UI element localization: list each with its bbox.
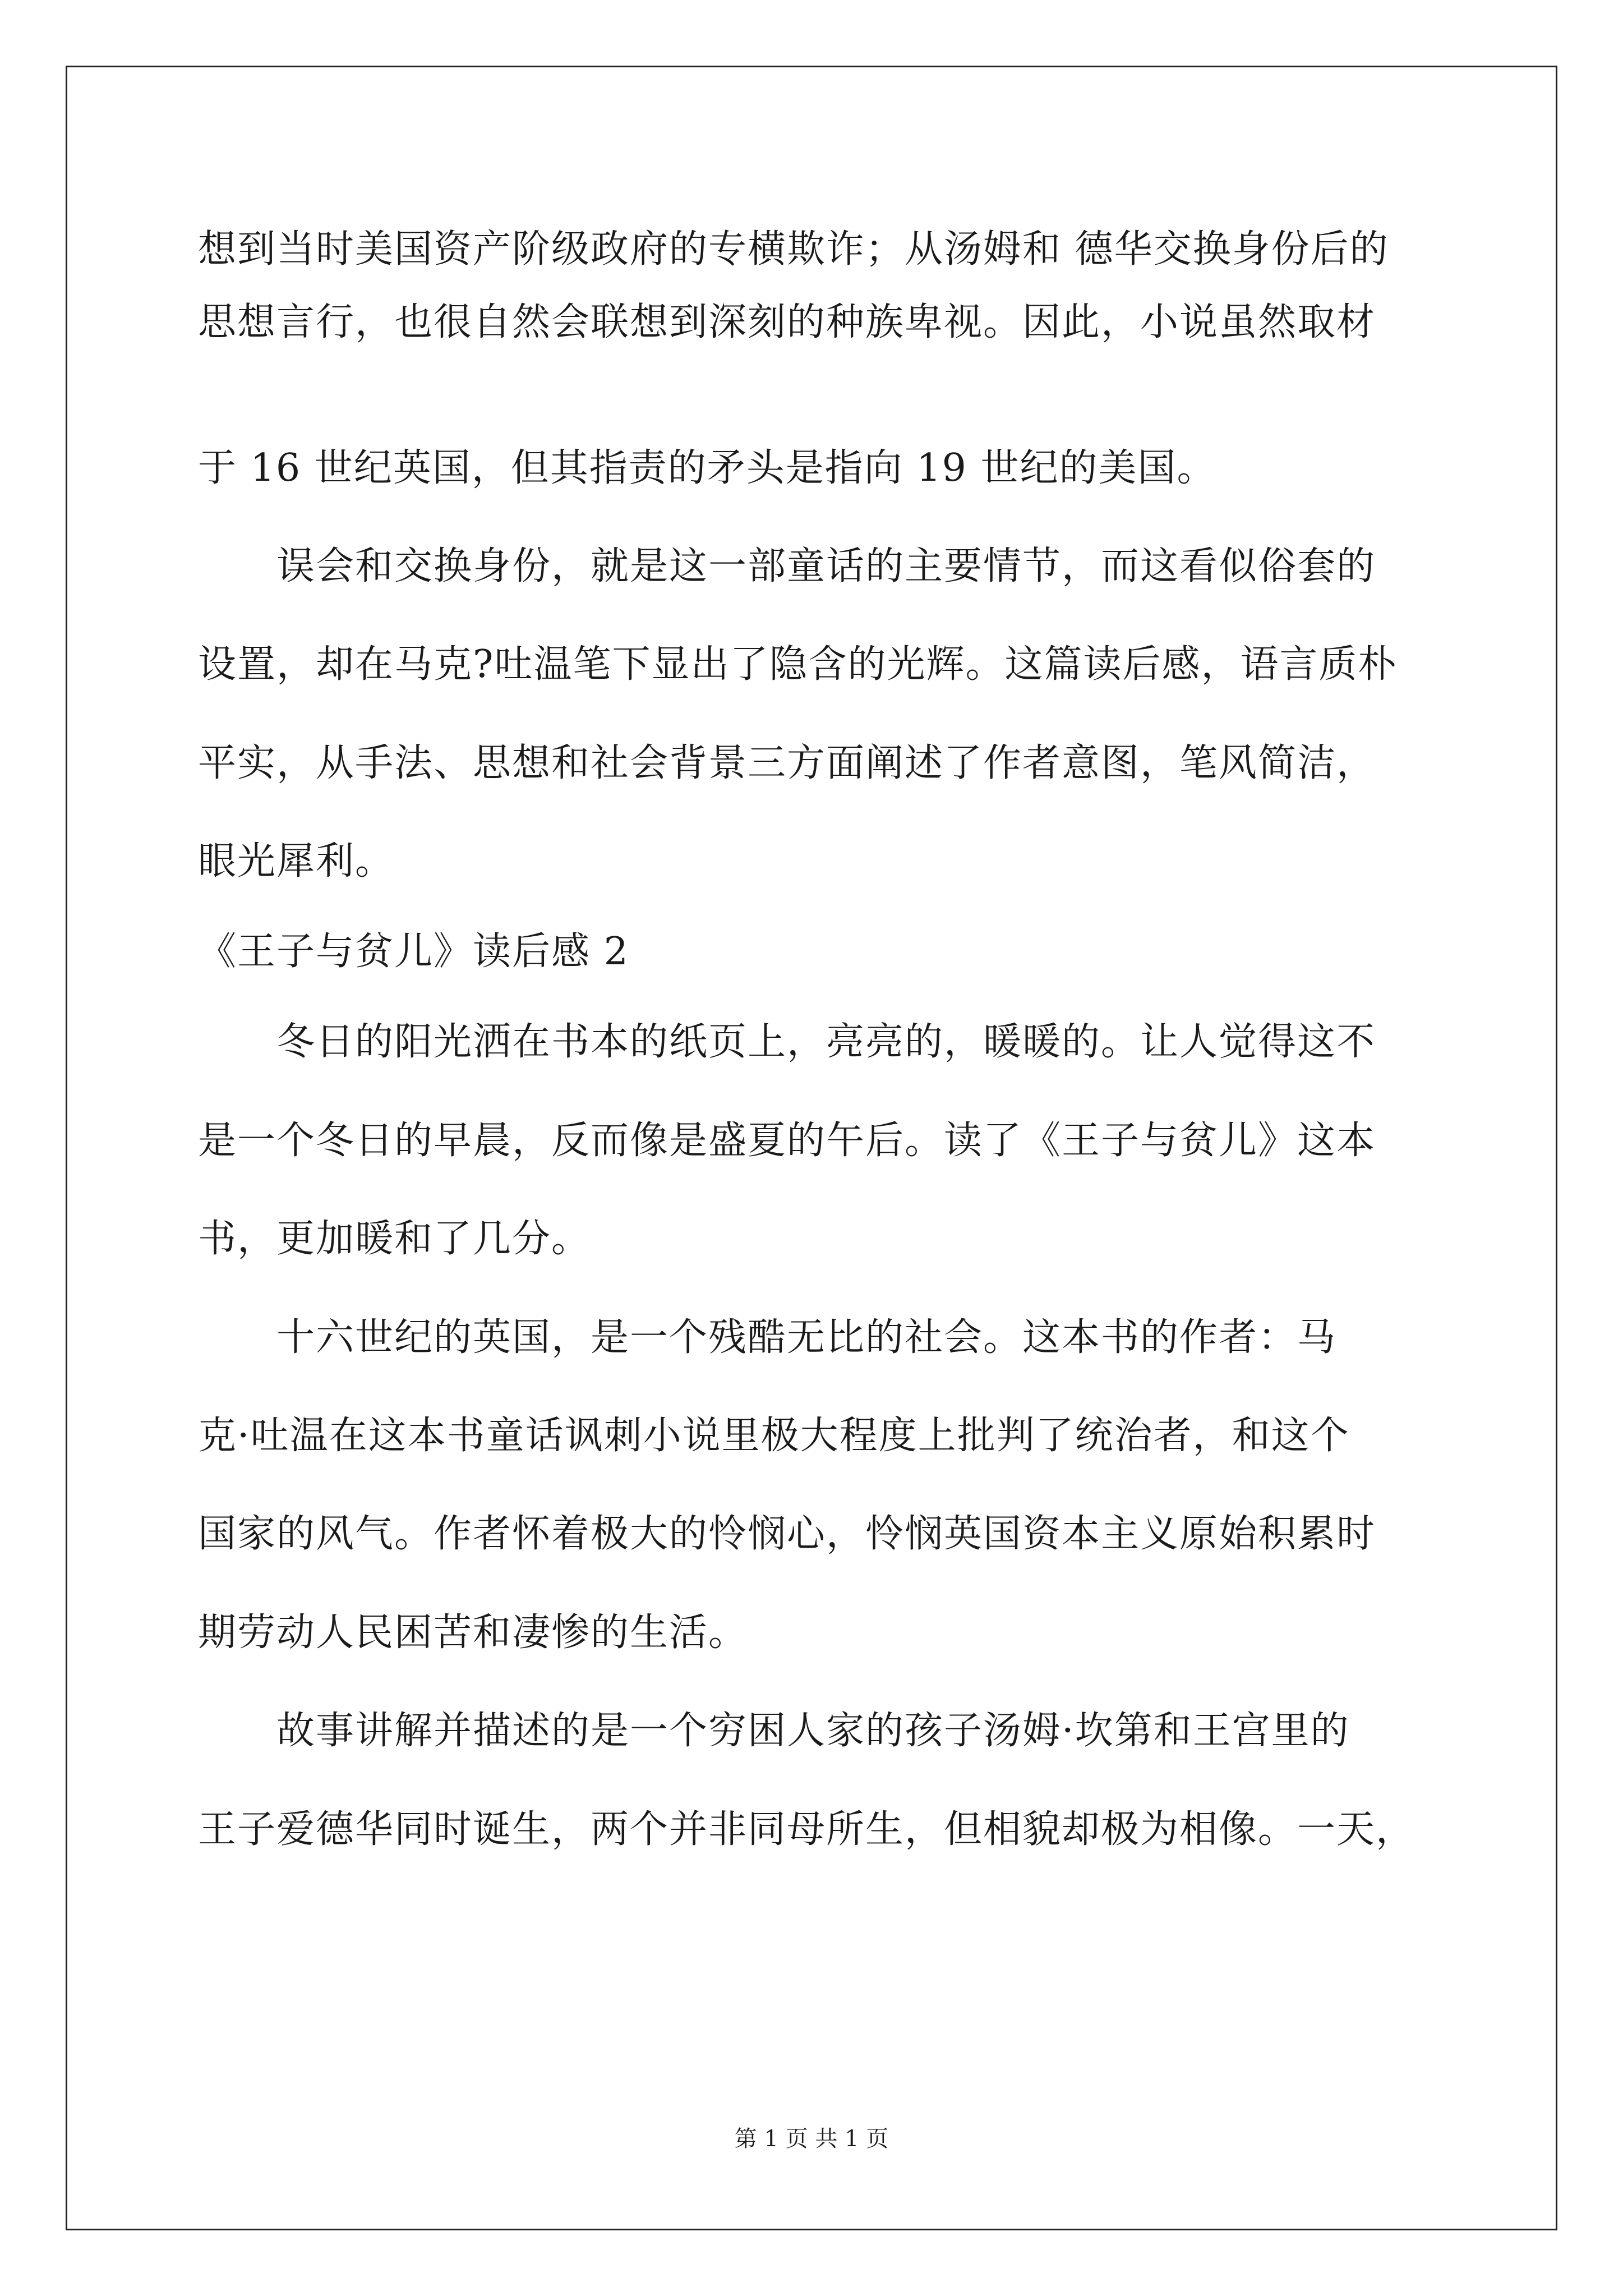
- text-line: 书，更加暖和了几分。: [198, 1217, 591, 1261]
- text-line: 国家的风气。作者怀着极大的怜悯心，怜悯英国资本主义原始积累时: [198, 1512, 1376, 1556]
- section-heading: 《王子与贫儿》读后感 2: [198, 930, 629, 974]
- text-line: 王子爱德华同时诞生，两个并非同母所生，但相貌却极为相像。一天，: [198, 1807, 1415, 1852]
- text-line: 思想言行，也很自然会联想到深刻的种族卑视。因此，小说虽然取材: [198, 300, 1376, 344]
- text-line: 平实，从手法、思想和社会背景三方面阐述了作者意图，笔风简洁，: [198, 741, 1376, 785]
- paragraph-first-line: 故事讲解并描述的是一个穷困人家的孩子汤姆·坎第和王宫里的: [276, 1709, 1350, 1753]
- page-footer: 第 1 页 共 1 页: [734, 2126, 889, 2152]
- paragraph-first-line: 误会和交换身份，就是这一部童话的主要情节，而这看似俗套的: [276, 544, 1376, 588]
- text-line: 想到当时美国资产阶级政府的专横欺诈；从汤姆和 德华交换身份后的: [198, 227, 1389, 272]
- text-line: 于 16 世纪英国，但其指责的矛头是指向 19 世纪的美国。: [198, 446, 1216, 490]
- paragraph-first-line: 冬日的阳光洒在书本的纸页上，亮亮的，暖暖的。让人觉得这不: [276, 1020, 1376, 1064]
- text-line: 克·吐温在这本书童话讽刺小说里极大程度上批判了统治者，和这个: [198, 1414, 1350, 1458]
- text-line: 设置，却在马克?吐温笔下显出了隐含的光辉。这篇读后感，语言质朴: [198, 642, 1398, 687]
- text-line: 眼光犀利。: [198, 839, 395, 884]
- paragraph-first-line: 十六世纪的英国，是一个残酷无比的社会。这本书的作者：马: [276, 1315, 1337, 1360]
- text-line: 期劳动人民困苦和凄惨的生活。: [198, 1611, 748, 1655]
- text-line: 是一个冬日的早晨，反而像是盛夏的午后。读了《王子与贫儿》这本: [198, 1119, 1376, 1163]
